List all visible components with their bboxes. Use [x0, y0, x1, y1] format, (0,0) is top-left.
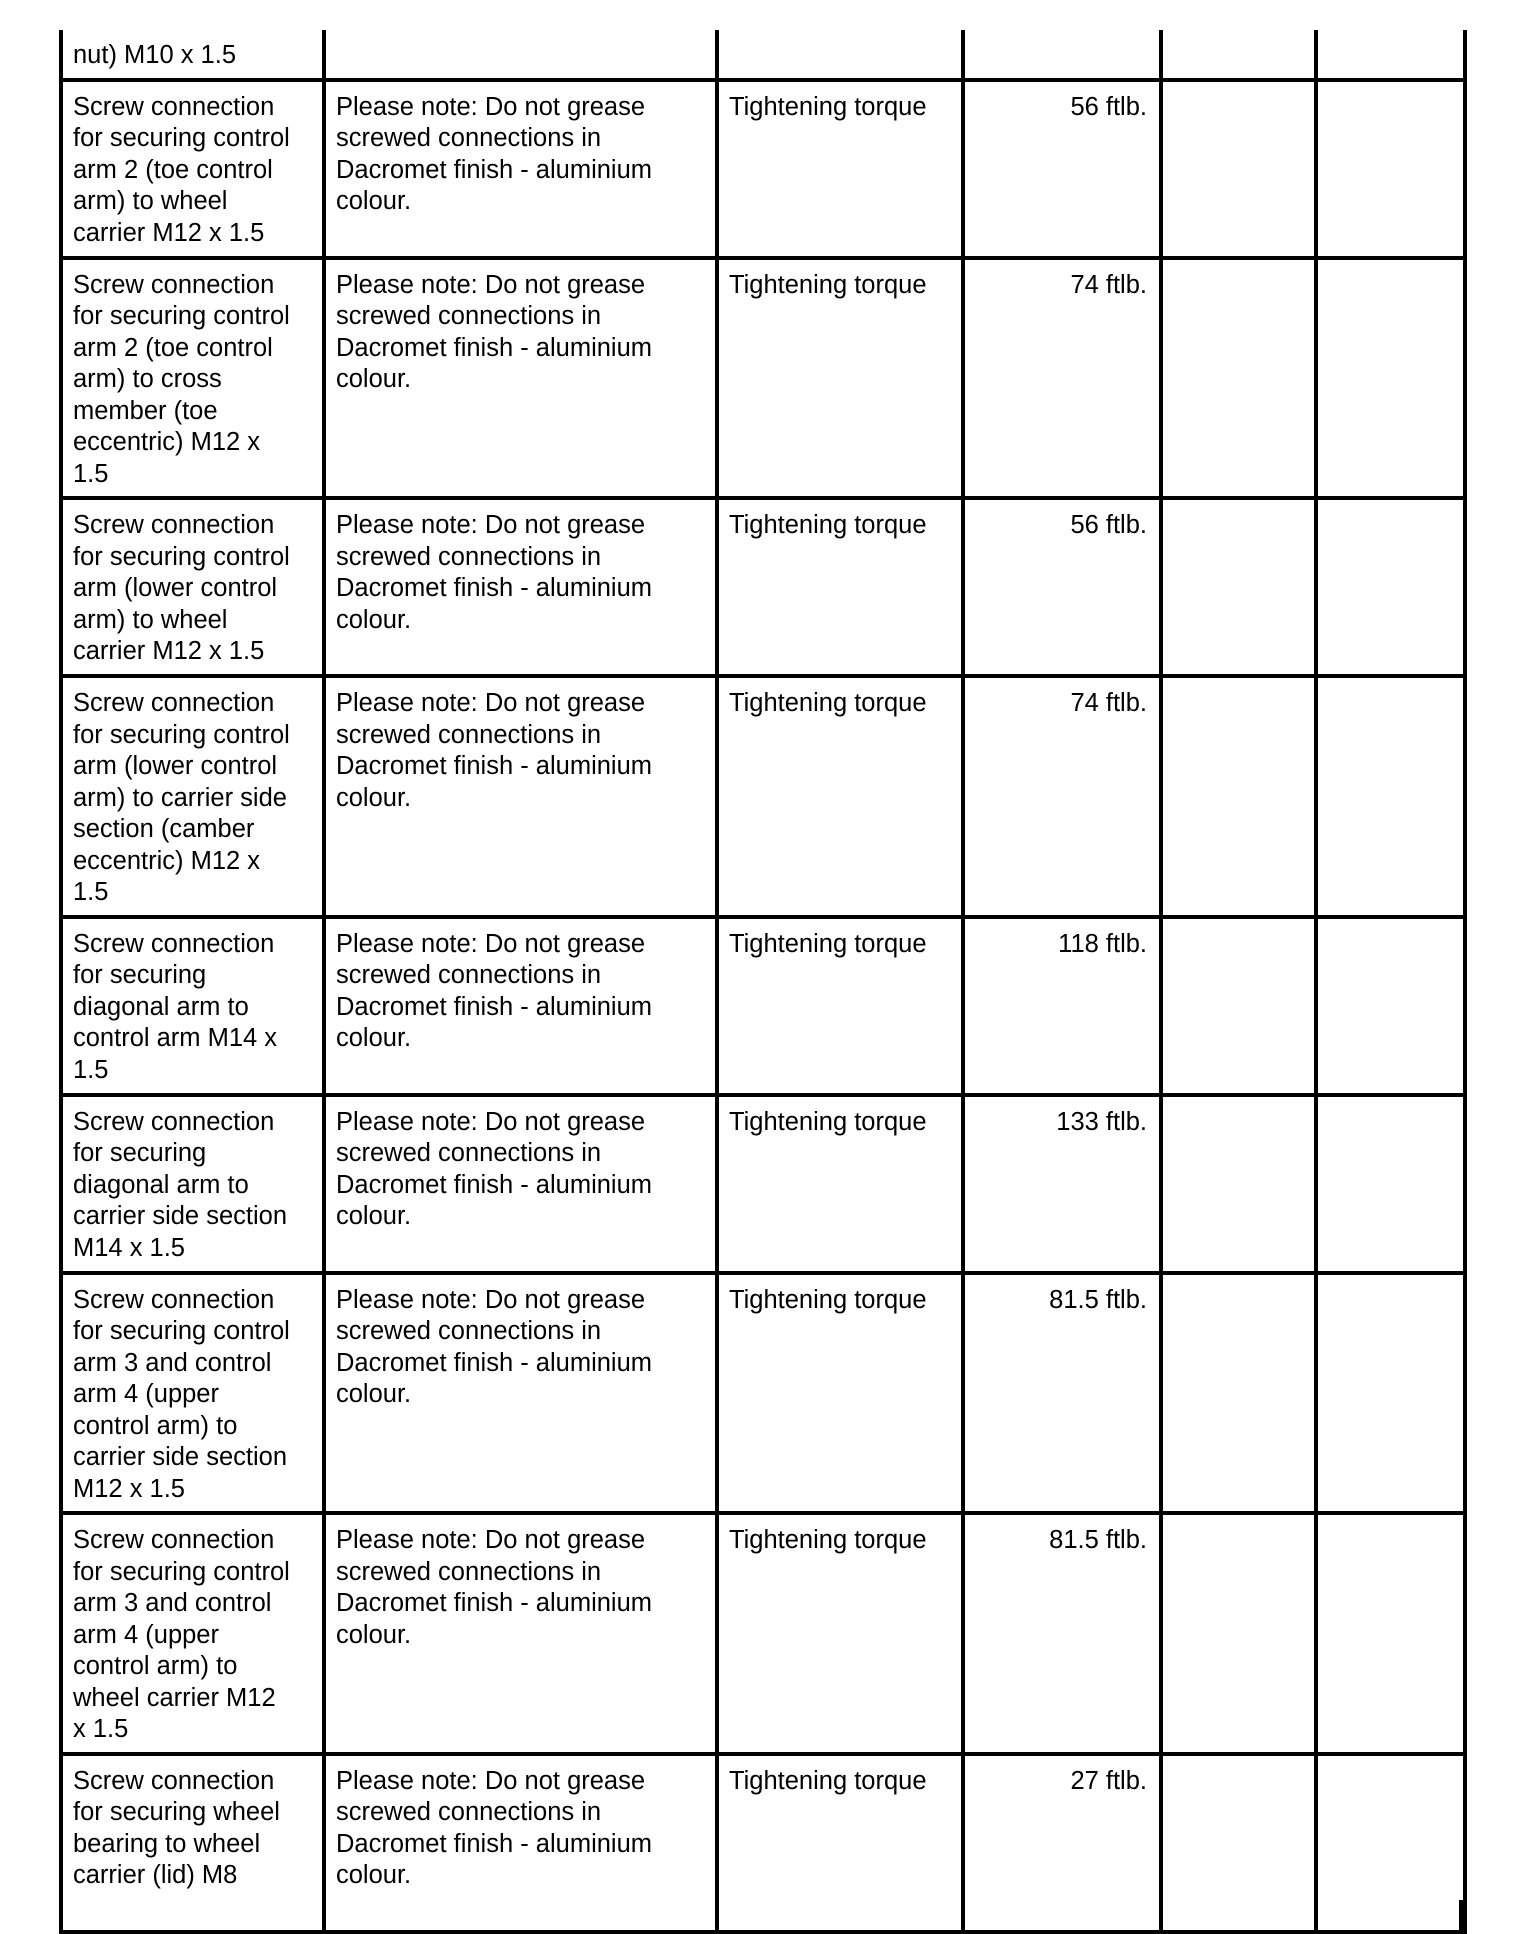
description-cell: Screw connection for securing diagonal arm to control arm M14 x 1.5: [61, 917, 324, 1095]
note-cell: Please note: Do not grease screwed connections in Dacromet finish - aluminium colour.: [324, 917, 717, 1095]
empty-cell: [1316, 676, 1465, 917]
torque-value-cell: 56 ftlb.: [963, 80, 1161, 258]
empty-cell: [1161, 1273, 1316, 1514]
empty-cell: [1316, 498, 1465, 676]
empty-cell: [1161, 1513, 1316, 1754]
column-stub: [1459, 1900, 1463, 1934]
table-row: [61, 676, 1465, 917]
description-cell: nut) M10 x 1.5: [61, 30, 324, 80]
description-cell: Screw connection for securing control arm (lower control arm) to carrier side section (camber eccentric) M12 x 1.5: [61, 676, 324, 917]
spec-type-cell: Tightening torque: [717, 1513, 963, 1754]
empty-cell: [1161, 1095, 1316, 1273]
empty-cell: [1161, 258, 1316, 499]
description-cell: Screw connection for securing wheel bearing to wheel carrier (lid) M8: [61, 1754, 324, 1932]
note-cell: Please note: Do not grease screwed connections in Dacromet finish - aluminium colour.: [324, 676, 717, 917]
column-stub: [1159, 1900, 1163, 1934]
note-cell: Please note: Do not grease screwed connections in Dacromet finish - aluminium colour.: [324, 258, 717, 499]
column-stub: [322, 1900, 326, 1934]
empty-cell: [1161, 676, 1316, 917]
table-row: [61, 498, 1465, 676]
table-row: [61, 258, 1465, 499]
empty-cell: [1316, 258, 1465, 499]
spec-type-cell: Tightening torque: [717, 1273, 963, 1514]
empty-cell: [1316, 1095, 1465, 1273]
torque-value-cell: 81.5 ftlb.: [963, 1513, 1161, 1754]
note-cell: Please note: Do not grease screwed connections in Dacromet finish - aluminium colour.: [324, 1513, 717, 1754]
empty-cell: [1316, 1513, 1465, 1754]
empty-cell: [1161, 80, 1316, 258]
torque-spec-table-container: [59, 30, 1463, 1934]
note-cell: Please note: Do not grease screwed connections in Dacromet finish - aluminium colour.: [324, 1273, 717, 1514]
description-cell: Screw connection for securing control arm 3 and control arm 4 (upper control arm) to wheel carrier M12 x 1.5: [61, 1513, 324, 1754]
empty-cell: [1316, 80, 1465, 258]
empty-cell: [1161, 917, 1316, 1095]
next-page-column-stubs: [59, 1900, 1463, 1934]
column-stub: [59, 1900, 63, 1934]
column-stub: [961, 1900, 965, 1934]
spec-type-cell: Tightening torque: [717, 258, 963, 499]
spec-type-cell: Tightening torque: [717, 1095, 963, 1273]
torque-value-cell: 74 ftlb.: [963, 676, 1161, 917]
table-row: [61, 1273, 1465, 1514]
torque-value-cell: 133 ftlb.: [963, 1095, 1161, 1273]
table-body: [61, 30, 1465, 1932]
torque-value-cell: 118 ftlb.: [963, 917, 1161, 1095]
table-row: [61, 30, 1465, 80]
spec-type-cell: Tightening torque: [717, 917, 963, 1095]
torque-value-cell: 81.5 ftlb.: [963, 1273, 1161, 1514]
torque-value-cell: 27 ftlb.: [963, 1754, 1161, 1932]
note-cell: Please note: Do not grease screwed connections in Dacromet finish - aluminium colour.: [324, 80, 717, 258]
table-row: [61, 1095, 1465, 1273]
table-row: [61, 917, 1465, 1095]
column-stub: [715, 1900, 719, 1934]
column-stub: [1314, 1900, 1318, 1934]
spec-type-cell: Tightening torque: [717, 498, 963, 676]
spec-type-cell: Tightening torque: [717, 676, 963, 917]
table-row: [61, 1513, 1465, 1754]
empty-cell: [1316, 30, 1465, 80]
description-cell: Screw connection for securing control arm (lower control arm) to wheel carrier M12 x 1.5: [61, 498, 324, 676]
table-row: [61, 80, 1465, 258]
spec-type-cell: [717, 30, 963, 80]
empty-cell: [1316, 917, 1465, 1095]
empty-cell: [1316, 1273, 1465, 1514]
torque-spec-table: [59, 30, 1467, 1934]
note-cell: Please note: Do not grease screwed connections in Dacromet finish - aluminium colour.: [324, 1754, 717, 1932]
torque-value-cell: 74 ftlb.: [963, 258, 1161, 499]
torque-value-cell: 56 ftlb.: [963, 498, 1161, 676]
note-cell: Please note: Do not grease screwed connections in Dacromet finish - aluminium colour.: [324, 498, 717, 676]
spec-type-cell: Tightening torque: [717, 80, 963, 258]
description-cell: Screw connection for securing diagonal arm to carrier side section M14 x 1.5: [61, 1095, 324, 1273]
empty-cell: [1161, 30, 1316, 80]
torque-value-cell: [963, 30, 1161, 80]
note-cell: Please note: Do not grease screwed connections in Dacromet finish - aluminium colour.: [324, 1095, 717, 1273]
empty-cell: [1161, 498, 1316, 676]
description-cell: Screw connection for securing control arm 3 and control arm 4 (upper control arm) to carrier side section M12 x 1.5: [61, 1273, 324, 1514]
description-cell: Screw connection for securing control arm 2 (toe control arm) to cross member (toe eccentric) M12 x 1.5: [61, 258, 324, 499]
note-cell: [324, 30, 717, 80]
spec-type-cell: Tightening torque: [717, 1754, 963, 1932]
description-cell: Screw connection for securing control arm 2 (toe control arm) to wheel carrier M12 x 1.5: [61, 80, 324, 258]
